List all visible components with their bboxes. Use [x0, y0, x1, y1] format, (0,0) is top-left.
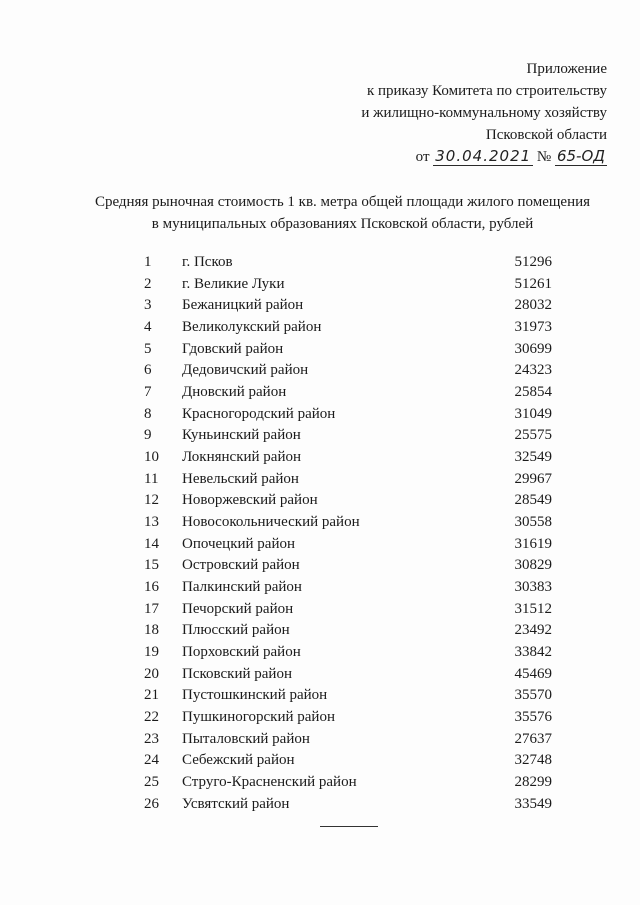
- district-name: г. Великие Луки: [182, 275, 285, 292]
- appendix-block: [361, 58, 607, 168]
- table-row: [0, 382, 640, 404]
- row-number: 21: [144, 687, 159, 704]
- row-number: 14: [144, 535, 159, 552]
- table-row: [0, 599, 640, 621]
- price-value: 32748: [514, 752, 552, 769]
- order-date-handwritten: 30.04.2021: [435, 147, 532, 165]
- price-value: 30383: [514, 579, 552, 596]
- appendix-line: к приказу Комитета по строительству: [366, 83, 607, 99]
- district-name: Опочецкий район: [182, 535, 296, 552]
- district-name: Куньинский район: [182, 427, 301, 444]
- district-name: Печорский район: [182, 600, 294, 617]
- price-value: 45469: [514, 665, 552, 682]
- district-name: Пустошкинский район: [182, 687, 328, 704]
- price-value: 28032: [514, 297, 552, 314]
- table-row: [0, 447, 640, 469]
- price-value: 30558: [514, 514, 552, 531]
- price-value: 51296: [514, 254, 552, 270]
- price-value: 35570: [514, 687, 552, 704]
- row-number: 9: [144, 427, 152, 444]
- title-line-1: Средняя рыночная стоимость 1 кв. метра общей площади жилого помещения: [94, 194, 591, 210]
- district-name: Дновский район: [182, 384, 287, 401]
- row-number: 16: [144, 579, 159, 596]
- price-value: 25575: [514, 427, 552, 444]
- row-number: 22: [144, 709, 159, 726]
- district-name: Усвятский район: [182, 795, 290, 812]
- table-row: [0, 425, 640, 447]
- district-name: Псковский район: [182, 665, 292, 682]
- order-number-handwritten: 65-ОД: [556, 147, 605, 165]
- table-row: [0, 317, 640, 339]
- district-name: Новоржевский район: [182, 492, 318, 509]
- table-row: [0, 729, 640, 751]
- table-row: [0, 295, 640, 317]
- price-value: 25854: [514, 384, 552, 401]
- table-row: [0, 404, 640, 426]
- district-name: Пыталовский район: [182, 730, 310, 747]
- appendix-line: Псковской области: [485, 127, 607, 143]
- table-row: [0, 339, 640, 361]
- district-name: Островский район: [182, 557, 300, 574]
- price-value: 31049: [514, 405, 552, 422]
- price-value: 31619: [514, 535, 552, 552]
- row-number: 11: [144, 470, 159, 487]
- row-number: 10: [144, 449, 159, 466]
- order-reference: [361, 146, 607, 168]
- order-prefix: от: [415, 149, 430, 165]
- district-name: Пушкиногорский район: [182, 709, 335, 726]
- price-value: 28549: [514, 492, 552, 509]
- row-number: 3: [144, 297, 152, 314]
- price-value: 32549: [514, 449, 552, 466]
- row-number: 20: [144, 665, 159, 682]
- district-name: Палкинский район: [182, 579, 302, 596]
- price-value: 30829: [514, 557, 552, 574]
- table-row: [0, 794, 640, 816]
- document-title: [70, 191, 615, 235]
- district-name: г. Псков: [182, 254, 233, 270]
- row-number: 1: [144, 254, 152, 270]
- table-row: [0, 469, 640, 491]
- row-number: 17: [144, 600, 159, 617]
- table-row: [0, 577, 640, 599]
- row-number: 19: [144, 644, 159, 661]
- price-value: 28299: [514, 774, 552, 791]
- table-row: [0, 750, 640, 772]
- district-name: Невельский район: [182, 470, 299, 487]
- district-name: Струго-Красненский район: [182, 774, 357, 791]
- table-row: [0, 642, 640, 664]
- row-number: 4: [144, 319, 152, 336]
- row-number: 15: [144, 557, 159, 574]
- price-value: 31512: [514, 600, 552, 617]
- district-name: Бежаницкий район: [182, 297, 304, 314]
- table-row: [0, 534, 640, 556]
- price-value: 27637: [514, 730, 552, 747]
- table-row: [0, 252, 640, 274]
- price-value: 24323: [514, 362, 552, 379]
- district-name: Локнянский район: [182, 449, 302, 466]
- district-name: Гдовский район: [182, 340, 284, 357]
- row-number: 2: [144, 275, 152, 292]
- table-row: [0, 360, 640, 382]
- table-row: [0, 274, 640, 296]
- district-name: Плюсский район: [182, 622, 290, 639]
- table-row: [0, 664, 640, 686]
- end-divider: [320, 826, 378, 827]
- price-value: 29967: [514, 470, 552, 487]
- district-name: Себежский район: [182, 752, 295, 769]
- row-number: 18: [144, 622, 159, 639]
- district-name: Новосокольнический район: [182, 514, 360, 531]
- row-number: 6: [144, 362, 152, 379]
- price-value: 30699: [514, 340, 552, 357]
- price-value: 31973: [514, 319, 552, 336]
- title-line-2: в муниципальных образованиях Псковской области, рублей: [151, 216, 534, 232]
- table-row: [0, 685, 640, 707]
- order-number-sign: №: [536, 149, 552, 165]
- row-number: 23: [144, 730, 159, 747]
- price-value: 51261: [514, 275, 552, 292]
- row-number: 12: [144, 492, 159, 509]
- price-value: 33549: [514, 795, 552, 812]
- table-row: [0, 512, 640, 534]
- row-number: 13: [144, 514, 159, 531]
- district-name: Дедовичский район: [182, 362, 309, 379]
- table-row: [0, 555, 640, 577]
- row-number: 24: [144, 752, 159, 769]
- row-number: 7: [144, 384, 152, 401]
- row-number: 25: [144, 774, 159, 791]
- table-row: [0, 772, 640, 794]
- district-name: Порховский район: [182, 644, 301, 661]
- district-name: Великолукский район: [182, 319, 322, 336]
- price-table: [0, 252, 640, 815]
- price-value: 35576: [514, 709, 552, 726]
- row-number: 5: [144, 340, 152, 357]
- table-row: [0, 707, 640, 729]
- appendix-line: и жилищно-коммунальному хозяйству: [361, 105, 607, 121]
- table-row: [0, 620, 640, 642]
- price-value: 23492: [514, 622, 552, 639]
- row-number: 26: [144, 795, 159, 812]
- district-name: Красногородский район: [182, 405, 336, 422]
- appendix-heading: Приложение: [526, 61, 607, 77]
- table-row: [0, 490, 640, 512]
- price-value: 33842: [514, 644, 552, 661]
- row-number: 8: [144, 405, 152, 422]
